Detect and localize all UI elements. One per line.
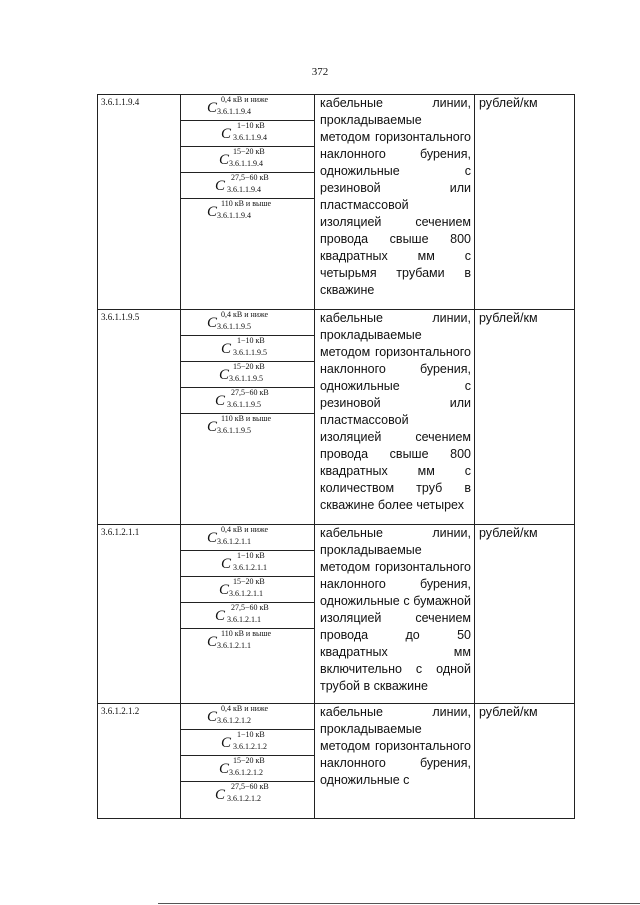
row-code: 3.6.1.1.9.5 bbox=[98, 310, 181, 525]
row-code: 3.6.1.2.1.1 bbox=[98, 525, 181, 704]
variant-formula: C 27,5−60 кВ 3.6.1.1.9.4 bbox=[181, 173, 314, 199]
variant-formula: C 15−20 кВ 3.6.1.1.9.4 bbox=[181, 147, 314, 173]
table-row bbox=[98, 704, 575, 819]
variant-formula: C 15−20 кВ 3.6.1.2.1.1 bbox=[181, 577, 314, 603]
variant-formula: C 110 кВ и выше 3.6.1.1.9.4 bbox=[207, 199, 272, 220]
row-description: кабельные линии, прокладываемые методом горизонтального наклонного бурения, одножильные с резиновой или пластмассовой изоляцией сечением провода свыше 800 квадратных мм с количеством труб в скважине более четырех bbox=[315, 310, 475, 525]
variant-formula: C 0,4 кВ и ниже 3.6.1.2.1.1 bbox=[181, 525, 314, 551]
variant-formula: C 1−10 кВ 3.6.1.1.9.5 bbox=[181, 336, 314, 362]
variant-formula: C 15−20 кВ 3.6.1.2.1.2 bbox=[181, 756, 314, 782]
row-description: кабельные линии, прокладываемые методом горизонтального наклонного бурения, одножильные с резиновой или пластмассовой изоляцией сечением провода свыше 800 квадратных мм с четырьмя трубами в скважине bbox=[315, 95, 475, 310]
variants-cell bbox=[181, 704, 315, 819]
row-code: 3.6.1.2.1.2 bbox=[98, 704, 181, 819]
variant-formula: C 110 кВ и выше 3.6.1.2.1.1 bbox=[207, 629, 272, 650]
row-code: 3.6.1.1.9.4 bbox=[98, 95, 181, 310]
table-row bbox=[98, 310, 575, 525]
variant-formula: C 27,5−60 кВ 3.6.1.1.9.5 bbox=[181, 388, 314, 414]
variant-formula: C 27,5−60 кВ 3.6.1.2.1.2 bbox=[215, 782, 269, 803]
variant-formula: C 0,4 кВ и ниже 3.6.1.1.9.4 bbox=[181, 95, 314, 121]
row-description: кабельные линии, прокладываемые методом горизонтального наклонного бурения, одножильные с bbox=[315, 704, 475, 819]
variant-formula: C 110 кВ и выше 3.6.1.1.9.5 bbox=[207, 414, 272, 435]
variants-cell bbox=[181, 310, 315, 525]
page-number: 372 bbox=[311, 66, 329, 78]
row-unit: рублей/км bbox=[475, 310, 575, 525]
page-edge-line bbox=[158, 903, 640, 904]
variants-cell bbox=[181, 95, 315, 310]
row-description: кабельные линии, прокладываемые методом горизонтального наклонного бурения, одножильные с бумажной изоляцией сечением провода до 50 квадратных мм включительно с одной трубой в скважине bbox=[315, 525, 475, 704]
variant-formula: C 1−10 кВ 3.6.1.2.1.1 bbox=[181, 551, 314, 577]
rates-table bbox=[97, 94, 575, 819]
table-row bbox=[98, 525, 575, 704]
variant-formula: C 1−10 кВ 3.6.1.1.9.4 bbox=[181, 121, 314, 147]
row-unit: рублей/км bbox=[475, 704, 575, 819]
variant-formula: C 0,4 кВ и ниже 3.6.1.1.9.5 bbox=[181, 310, 314, 336]
table-row bbox=[98, 95, 575, 310]
variant-formula: C 1−10 кВ 3.6.1.2.1.2 bbox=[181, 730, 314, 756]
variant-formula: C 15−20 кВ 3.6.1.1.9.5 bbox=[181, 362, 314, 388]
variants-cell bbox=[181, 525, 315, 704]
variant-formula: C 0,4 кВ и ниже 3.6.1.2.1.2 bbox=[181, 704, 314, 730]
row-unit: рублей/км bbox=[475, 525, 575, 704]
variant-formula: C 27,5−60 кВ 3.6.1.2.1.1 bbox=[181, 603, 314, 629]
row-unit: рублей/км bbox=[475, 95, 575, 310]
